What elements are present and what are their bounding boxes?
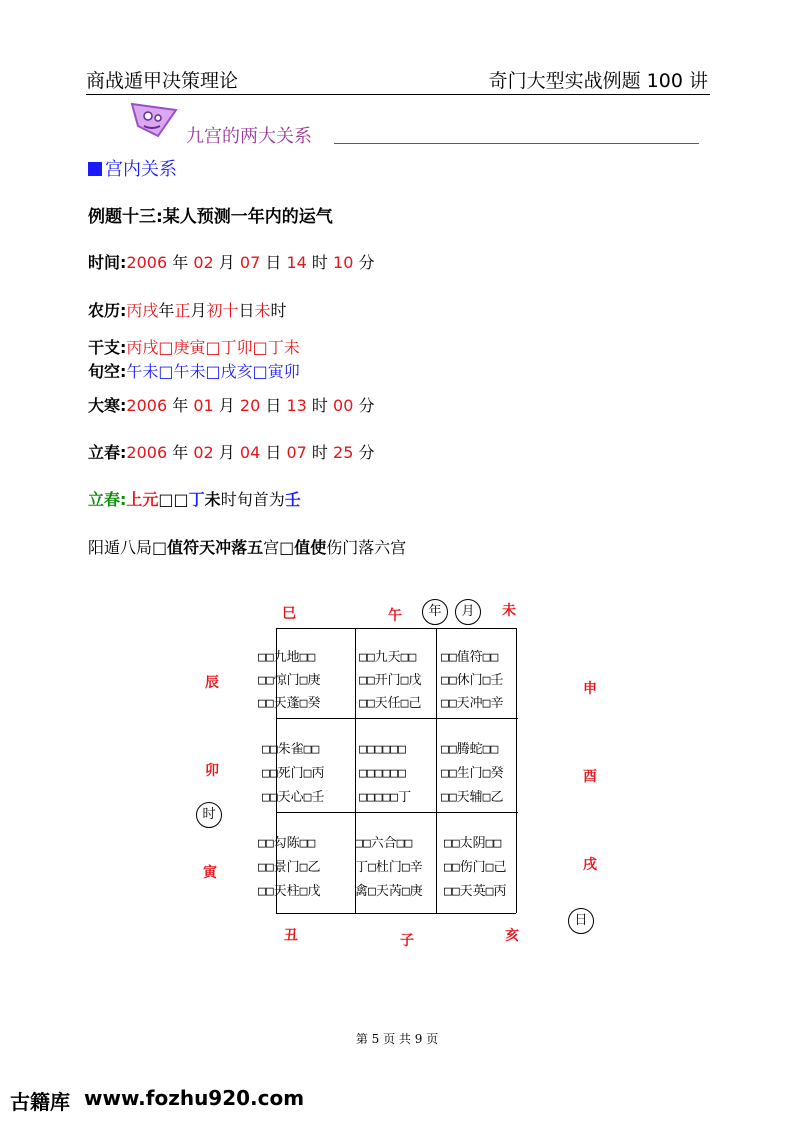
palace-qian <box>444 832 506 904</box>
time-hour: 14 <box>286 253 307 272</box>
palace-line: □□天柱□戊 <box>258 884 321 899</box>
palace-line: □□勾陈□□ <box>258 836 316 851</box>
lunar-year: 丙戌 <box>126 301 159 320</box>
subsection-title <box>88 155 177 181</box>
palace-line: □□生门□癸 <box>441 766 504 781</box>
lunar-row <box>88 298 287 321</box>
yuan-branch: 未 <box>204 490 221 509</box>
lichun-day: 04 <box>239 443 261 462</box>
palace-line: □□天辅□乙 <box>441 790 504 805</box>
palace-line: □□六合□□ <box>355 836 413 851</box>
palace-line: 丁□杜门□辛 <box>355 860 423 875</box>
palace-line: □□景门□乙 <box>258 860 321 875</box>
lichun-minute: 25 <box>333 443 354 462</box>
xunkong-row <box>88 359 300 382</box>
palace-line: □□九天□□ <box>359 650 417 665</box>
dahan-year: 2006 <box>126 396 168 415</box>
unit-minute: 分 <box>358 253 375 272</box>
dahan-day: 20 <box>239 396 261 415</box>
yuan-value: 上元 <box>126 490 159 509</box>
grid-line-bottom <box>276 913 516 914</box>
header-left-title: 商战遁甲决策理论 <box>86 70 239 92</box>
header-rule <box>86 94 710 95</box>
palace-line: □□太阴□□ <box>444 836 502 851</box>
square-bullet-icon <box>88 162 102 176</box>
unit-hour: 时 <box>311 396 328 415</box>
branch-zi: 子 <box>400 933 414 949</box>
unit-year: 年 <box>172 443 189 462</box>
palace-line: □□□□□□ <box>359 766 406 781</box>
lichun-hour: 07 <box>286 443 307 462</box>
lunar-hour: 未 <box>254 301 271 320</box>
branch-shen: 申 <box>583 681 597 697</box>
ju-part-2: 值符天冲落五 <box>167 538 264 557</box>
unit-year: 年 <box>172 253 189 272</box>
unit-day: 日 <box>265 396 282 415</box>
unit-year: 年 <box>172 396 189 415</box>
palace-line: □□□□□丁 <box>359 790 412 805</box>
ju-part-5: 伤门落六 <box>326 538 391 557</box>
palace-line: □□伤门□己 <box>444 860 507 875</box>
palace-line: □□九地□□ <box>258 650 316 665</box>
branch-chou: 丑 <box>284 928 298 944</box>
palace-kan <box>355 832 423 904</box>
branch-mao: 卯 <box>205 763 219 779</box>
ju-part-6: 宫 <box>390 538 407 557</box>
dahan-month: 01 <box>193 396 214 415</box>
lichun-label: 立春: <box>88 443 127 462</box>
ganzhi-label: 干支: <box>88 338 127 357</box>
branch-xu: 戌 <box>583 857 597 873</box>
palace-line: □□休门□壬 <box>441 673 504 688</box>
grid-line-top <box>276 628 516 629</box>
yuan-row <box>88 487 301 510</box>
palace-line: □□天心□壬 <box>262 790 325 805</box>
dahan-minute: 00 <box>333 396 354 415</box>
time-row <box>88 250 374 273</box>
branch-si: 巳 <box>282 606 296 622</box>
lunar-day-unit: 日 <box>238 301 255 320</box>
palace-line: □□朱雀□□ <box>262 742 320 757</box>
lichun-month: 02 <box>193 443 214 462</box>
grid-line-row2 <box>276 812 518 813</box>
section-title: 九宫的两大关系 <box>186 126 312 147</box>
palace-line: 禽□天芮□庚 <box>355 884 423 899</box>
lunar-label: 农历: <box>88 301 127 320</box>
yuan-gap: □□ <box>158 490 189 509</box>
palace-zhen <box>262 738 324 810</box>
unit-minute: 分 <box>358 443 375 462</box>
palace-line: □□天蓬□癸 <box>258 696 321 711</box>
dahan-hour: 13 <box>286 396 307 415</box>
watermark-url: www.fozhu920.com <box>84 1086 305 1110</box>
palace-line: □□腾蛇□□ <box>441 742 499 757</box>
palace-line: □□值符□□ <box>441 650 499 665</box>
branch-yin: 寅 <box>203 865 217 881</box>
marker-hour: 时 <box>196 802 222 828</box>
grid-line-row1 <box>276 718 518 719</box>
palace-xun <box>258 646 320 715</box>
grid-line-right <box>516 628 517 913</box>
ganzhi-value: 丙戌□庚寅□丁卯□丁未 <box>126 338 300 357</box>
palace-line: □□天冲□辛 <box>441 696 504 711</box>
yuan-xunshou-text: 时旬首 <box>220 490 269 509</box>
time-label: 时间: <box>88 253 127 272</box>
time-month: 02 <box>193 253 214 272</box>
branch-hai: 亥 <box>505 928 519 944</box>
time-day: 07 <box>239 253 261 272</box>
grid-line-col2 <box>436 628 437 913</box>
unit-minute: 分 <box>358 396 375 415</box>
unit-hour: 时 <box>311 443 328 462</box>
palace-line: □□开门□戊 <box>359 673 422 688</box>
unit-month: 月 <box>218 443 235 462</box>
section-pointer-icon <box>128 100 180 138</box>
unit-day: 日 <box>265 253 282 272</box>
palace-line: □□死门□丙 <box>262 766 325 781</box>
palace-line: □□惊门□庚 <box>258 673 321 688</box>
example-title: 例题十三:某人预测一年内的运气 <box>88 207 333 227</box>
palace-gen <box>258 832 320 904</box>
palace-center <box>359 738 411 810</box>
unit-month: 月 <box>218 396 235 415</box>
palace-dui <box>441 738 503 810</box>
time-year: 2006 <box>126 253 168 272</box>
branch-you: 酉 <box>583 769 597 785</box>
lichun-year: 2006 <box>126 443 168 462</box>
page-number: 第 5 页 共 9 页 <box>355 1032 439 1046</box>
palace-kun <box>441 646 503 715</box>
marker-year: 年 <box>422 599 448 625</box>
unit-month: 月 <box>218 253 235 272</box>
yuan-stem: 丁 <box>188 490 205 509</box>
ganzhi-row <box>88 335 300 358</box>
yuan-label: 立春: <box>88 490 127 509</box>
palace-line: □□□□□□ <box>359 742 406 757</box>
unit-hour: 时 <box>311 253 328 272</box>
palace-line: □□天英□丙 <box>444 884 507 899</box>
xunkong-label: 旬空: <box>88 362 127 381</box>
ju-part-4: 值使 <box>294 538 327 557</box>
time-minute: 10 <box>333 253 354 272</box>
lunar-month: 正 <box>174 301 191 320</box>
header-right-title: 奇门大型实战例题 100 讲 <box>488 70 708 92</box>
branch-wei: 未 <box>502 603 516 619</box>
ju-row <box>88 535 406 558</box>
ju-part-1: 阳遁八局□ <box>88 538 168 557</box>
unit-day: 日 <box>265 443 282 462</box>
watermark-site-name: 古籍库 <box>10 1090 70 1114</box>
branch-wu: 午 <box>388 608 402 624</box>
section-underline <box>334 143 699 144</box>
yuan-wei-text: 为 <box>268 490 285 509</box>
marker-month: 月 <box>455 599 481 625</box>
xunkong-value: 午未□午未□戌亥□寅卯 <box>126 362 300 381</box>
dahan-label: 大寒: <box>88 396 127 415</box>
lichun-row <box>88 440 374 463</box>
yuan-xunshou-value: 壬 <box>284 490 301 509</box>
subsection-label: 宫内关系 <box>105 159 177 180</box>
palace-line: □□天任□己 <box>359 696 422 711</box>
lunar-hour-unit: 时 <box>270 301 287 320</box>
dahan-row <box>88 393 374 416</box>
palace-li <box>359 646 421 715</box>
lunar-year-unit: 年 <box>158 301 175 320</box>
ju-part-3: 宫□ <box>263 538 295 557</box>
lunar-day: 初十 <box>206 301 239 320</box>
marker-day: 日 <box>568 908 594 934</box>
lunar-month-unit: 月 <box>190 301 207 320</box>
branch-chen: 辰 <box>205 675 219 691</box>
